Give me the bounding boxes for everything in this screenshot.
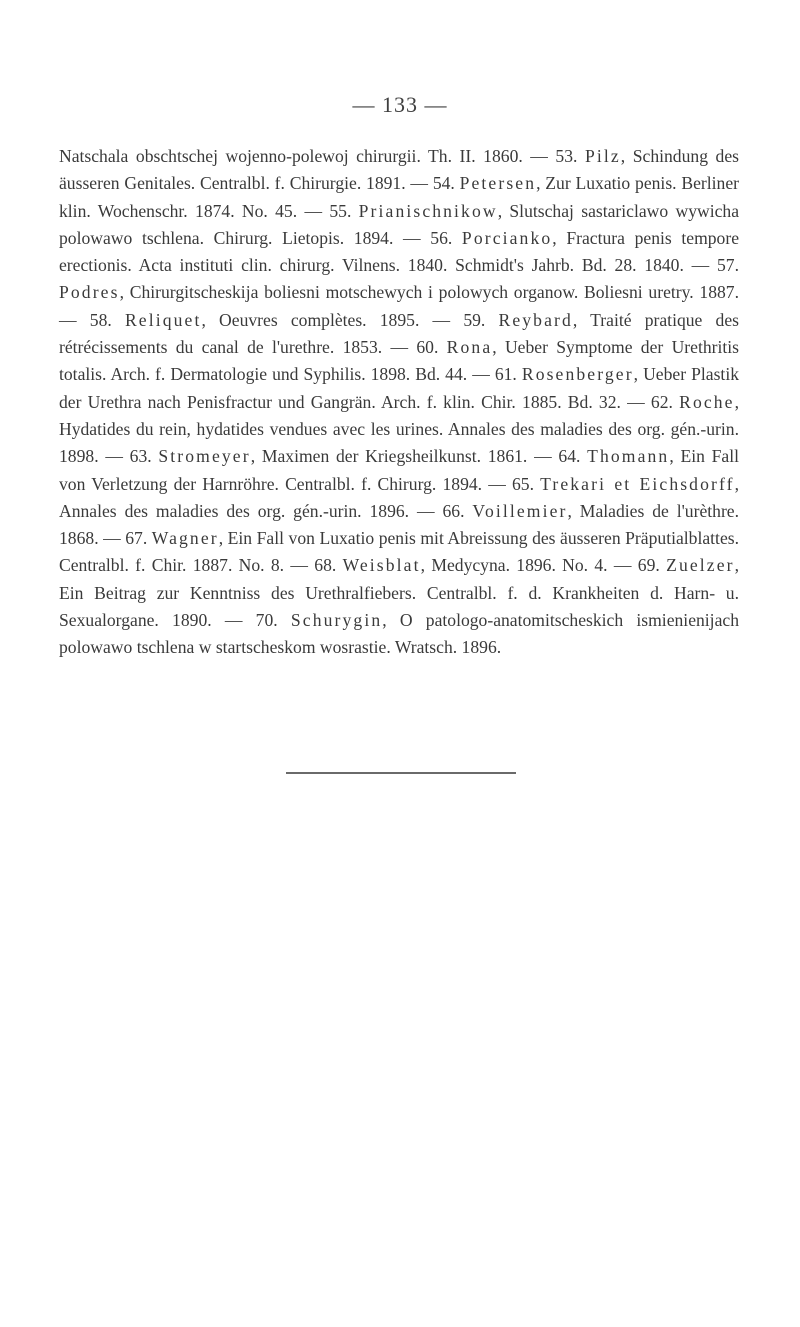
ref-text: — 70. [211, 610, 291, 631]
ref-text: , Oeuvres complètes. 1895. [201, 309, 420, 330]
ref-author: Rosenberger [521, 364, 634, 385]
page-number: — 133 — [352, 92, 448, 117]
ref-author: Reliquet [124, 309, 202, 330]
ref-text: — 60. [382, 337, 447, 358]
ref-author: Schurygin [290, 610, 383, 631]
ref-text: , Traité pratique des rétrécissements du canal de l'urethre. 1853. [59, 309, 739, 358]
ref-text: , Schindung des äusseren Genitales. Centralbl. f. Chirurgie. 1891. [59, 146, 739, 194]
ref-text: — 69. [607, 555, 667, 576]
ref-text: — 59. [419, 309, 499, 330]
ref-text: , Slutschaj sastariclawo wywicha polowawo tschlena. Chirurg. Lietopis. 1894. [59, 200, 739, 248]
ref-text: , Hydatides du rein, hydatides vendues avec les urines. Annales des maladies des org. gén.-urin. 1898. [59, 391, 740, 467]
ref-text: — 64. [527, 446, 588, 467]
ref-author: Podres [59, 282, 120, 303]
ref-text: , Ein Fall von Verletzung der Harnröhre. Centralbl. f. Chirurg. 1894. [59, 446, 740, 494]
ref-text: Natschala obschtschej wojenno-polewoj chirurgii. Th. II. 1860. — 53. [59, 146, 585, 166]
bibliography-paragraph [59, 143, 739, 662]
ref-text: , O patologo-anatomitscheskich ismienienijach polowawo tschlena w startscheskom wosrastie. Wratsch. 1896. [59, 610, 739, 658]
ref-text: — 65. [482, 473, 541, 494]
ref-text: , Zur Luxatio penis. Berliner klin. Wochenschr. 1874. No. 45. [59, 173, 740, 221]
ref-text: — 63. [98, 446, 159, 467]
ref-author: Stromeyer [158, 446, 251, 467]
ref-text: — 62. [620, 391, 680, 412]
ref-text: , Ein Beitrag zur Kenntniss des Urethralfiebers. Centralbl. f. d. Krankheiten d. Harn- u. Sexualorgane. 1890. [59, 555, 740, 631]
ref-text: , Maladies de l'urèthre. 1868. [59, 500, 740, 549]
ref-author: Petersen [459, 173, 537, 194]
ref-text: — 54. [405, 173, 460, 194]
ref-author: Prianischnikow [358, 200, 498, 221]
ref-text: , Annales des maladies des org. gén.-urin. 1896. [59, 473, 740, 521]
ref-text: , Ueber Plastik der Urethra nach Penisfractur und Gangrän. Arch. f. klin. Chir. 1885. Bd. 32. [59, 364, 740, 412]
ref-author: Wagner [151, 528, 219, 549]
ref-text: — 55. [297, 200, 359, 221]
ref-author: Weisblat [342, 555, 421, 576]
ref-text: — 67. [98, 528, 152, 549]
ref-text: , Ein Fall von Luxatio penis mit Abreissung des äusseren Präputialblattes. Centralbl. f. Chir. 1887. No. 8. [59, 528, 739, 576]
ref-author: Zuelzer [666, 555, 735, 576]
ref-text: — 66. [409, 500, 473, 521]
ref-text: — 58. [59, 309, 125, 330]
ref-text: — 68. [284, 555, 343, 576]
ref-author: Thomann [587, 446, 670, 467]
ref-text: — 57. [683, 255, 740, 276]
ref-author: Pilz [584, 146, 621, 166]
reference-entry-58 [59, 310, 419, 330]
ref-author: Reybard [498, 309, 573, 330]
ref-author: Trekari et Eichsdorff [540, 473, 735, 494]
ref-text: , Chirurgitscheskija boliesni motschewych i polowych organow. Boliesni uretry. 1887. [119, 282, 739, 303]
ref-author: Roche [679, 391, 735, 412]
reference-entry-63 [99, 446, 528, 466]
ref-text: , Medycyna. 1896. No. 4. [420, 555, 608, 576]
ref-author: Voillemier [472, 500, 568, 521]
ref-author: Rona [446, 337, 493, 358]
reference-entry-68 [284, 555, 608, 575]
ref-text: — 61. [467, 364, 522, 385]
ref-text: , Maximen der Kriegsheilkunst. 1861. [250, 446, 528, 467]
ref-text: , Fractura penis tempore erectionis. Acta instituti clin. chirurg. Vilnens. 1840. Schmidt's Jahrb. Bd. 28. 1840. [59, 227, 740, 276]
ref-text: , Ueber Symptome der Urethritis totalis. Arch. f. Dermatologie und Syphilis. 1898. Bd. 44. [59, 337, 740, 385]
ref-author: Porcianko [461, 227, 553, 248]
end-rule [286, 772, 516, 774]
ref-text: — 56. [393, 227, 462, 248]
